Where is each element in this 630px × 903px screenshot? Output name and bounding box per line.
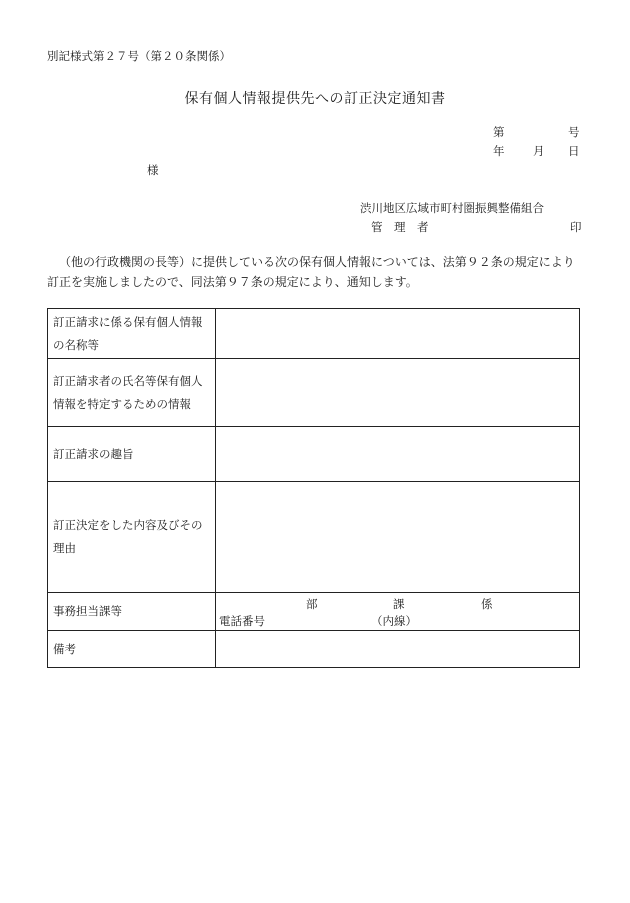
decision-table bbox=[47, 308, 580, 668]
row-label-purpose: 訂正請求の趣旨 bbox=[48, 427, 216, 482]
row-value-remarks[interactable] bbox=[216, 631, 580, 668]
row-value-requester[interactable] bbox=[216, 359, 580, 427]
table-row bbox=[48, 359, 580, 427]
office-bu: 部 bbox=[306, 597, 318, 611]
office-phone-label: 電話番号 bbox=[219, 614, 265, 628]
table-row bbox=[48, 309, 580, 359]
form-reference: 別記様式第２７号（第２０条関係） bbox=[47, 49, 231, 63]
number-label-go: 号 bbox=[568, 125, 580, 139]
office-ka: 課 bbox=[393, 597, 405, 611]
row-label-info-name: 訂正請求に係る保有個人情報の名称等 bbox=[48, 309, 216, 359]
row-label-decision: 訂正決定をした内容及びその理由 bbox=[48, 482, 216, 593]
issuer-organization: 渋川地区広域市町村圏振興整備組合 bbox=[360, 201, 544, 215]
row-value-office[interactable] bbox=[216, 593, 580, 631]
seal-mark: 印 bbox=[570, 220, 582, 234]
number-label-dai: 第 bbox=[493, 125, 505, 139]
document-title: 保有個人情報提供先への訂正決定通知書 bbox=[184, 91, 446, 107]
table-row bbox=[48, 427, 580, 482]
office-kakari: 係 bbox=[481, 597, 493, 611]
issuer-admin-title: 管 理 者 bbox=[371, 220, 429, 234]
table-row bbox=[48, 482, 580, 593]
recipient-suffix: 様 bbox=[147, 163, 159, 177]
row-label-remarks: 備考 bbox=[48, 631, 216, 668]
date-year: 年 bbox=[493, 144, 505, 158]
row-label-office: 事務担当課等 bbox=[48, 593, 216, 631]
date-month: 月 bbox=[533, 144, 545, 158]
office-extension: （内線） bbox=[371, 614, 417, 628]
date-day: 日 bbox=[568, 144, 580, 158]
row-label-requester: 訂正請求者の氏名等保有個人情報を特定するための情報 bbox=[48, 359, 216, 427]
row-value-info-name[interactable] bbox=[216, 309, 580, 359]
row-value-decision[interactable] bbox=[216, 482, 580, 593]
row-value-purpose[interactable] bbox=[216, 427, 580, 482]
table-row bbox=[48, 593, 580, 631]
notice-body: （他の行政機関の長等）に提供している次の保有個人情報については、法第９２条の規定により訂正を実施しましたので、同法第９７条の規定により、通知します。 bbox=[47, 255, 575, 289]
table-row bbox=[48, 631, 580, 668]
